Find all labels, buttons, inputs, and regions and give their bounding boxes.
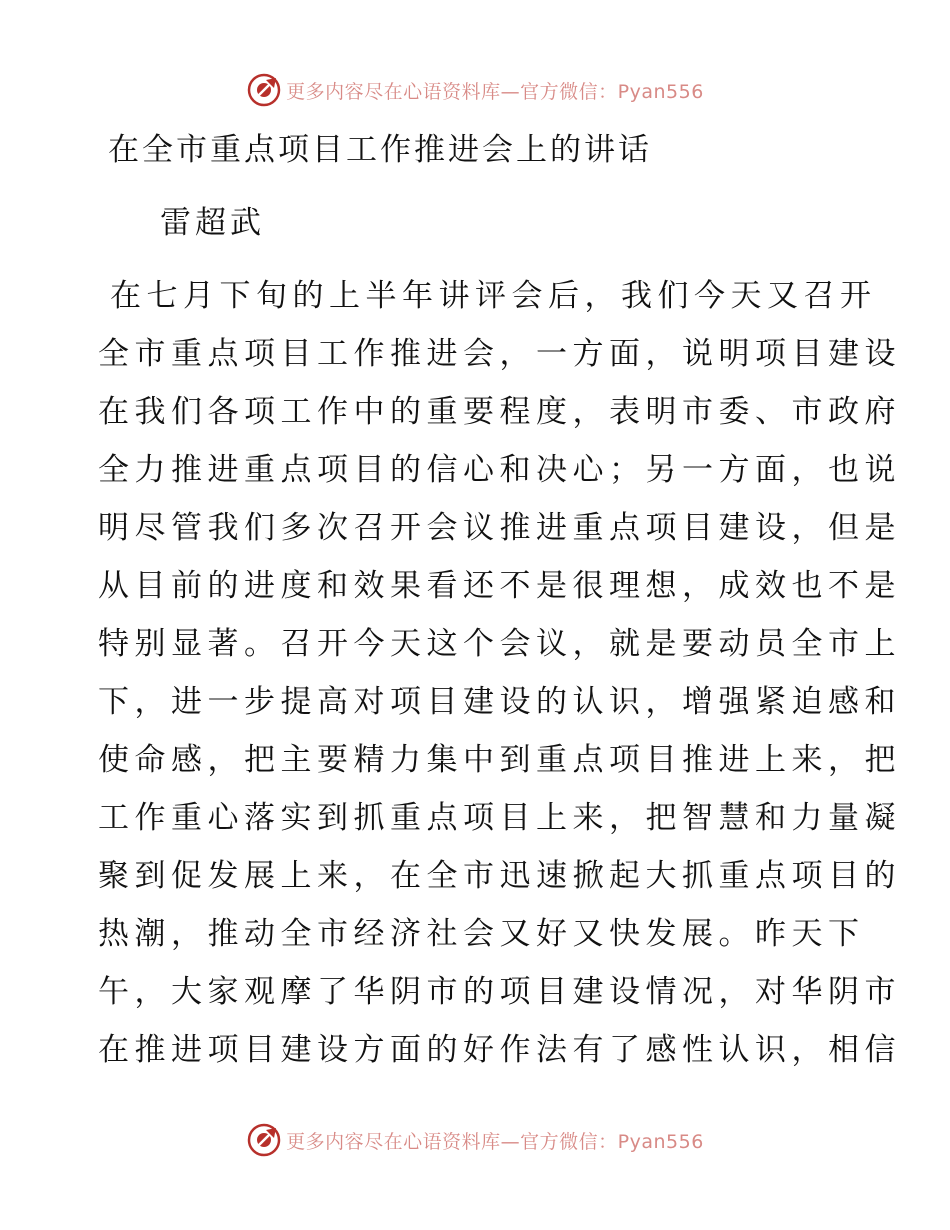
body-line: 全力推进重点项目的信心和决心；另一方面，也说 <box>98 452 901 488</box>
body-line: 热潮，推动全市经济社会又好又快发展。昨天下 <box>98 916 865 952</box>
document-author: 雷超武 <box>160 205 265 241</box>
body-line: 工作重心落实到抓重点项目上来，把智慧和力量凝 <box>98 800 901 836</box>
footer-banner-text: 更多内容尽在心语资料库—官方微信：Pyan556 <box>286 1130 704 1153</box>
footer-banner <box>0 1120 950 1160</box>
header-banner-text: 更多内容尽在心语资料库—官方微信：Pyan556 <box>286 80 704 103</box>
document-title: 在全市重点项目工作推进会上的讲话 <box>108 132 652 168</box>
body-line: 明尽管我们多次召开会议推进重点项目建设，但是 <box>98 510 901 546</box>
body-line: 聚到促发展上来，在全市迅速掀起大抓重点项目的 <box>98 858 901 894</box>
wechat-logo-icon <box>246 1122 282 1158</box>
body-line: 使命感，把主要精力集中到重点项目推进上来，把 <box>98 742 901 778</box>
body-line: 在七月下旬的上半年讲评会后，我们今天又召开 <box>110 278 877 314</box>
body-line: 在我们各项工作中的重要程度，表明市委、市政府 <box>98 394 901 430</box>
body-line: 特别显著。召开今天这个会议，就是要动员全市上 <box>98 626 901 662</box>
wechat-logo-icon <box>246 72 282 108</box>
body-line: 午，大家观摩了华阴市的项目建设情况，对华阴市 <box>98 974 901 1010</box>
body-line: 全市重点项目工作推进会，一方面，说明项目建设 <box>98 336 901 372</box>
body-line: 从目前的进度和效果看还不是很理想，成效也不是 <box>98 568 901 604</box>
header-banner <box>0 70 950 110</box>
body-line: 下，进一步提高对项目建设的认识，增强紧迫感和 <box>98 684 901 720</box>
body-line: 在推进项目建设方面的好作法有了感性认识，相信 <box>98 1032 901 1068</box>
